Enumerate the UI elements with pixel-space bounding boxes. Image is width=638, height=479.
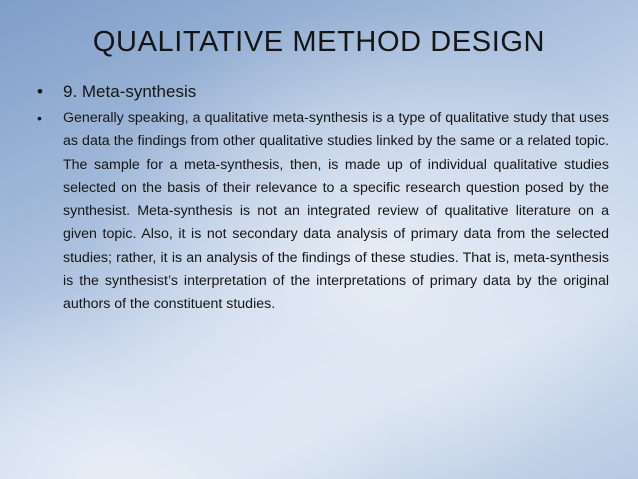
slide-title: QUALITATIVE METHOD DESIGN [92, 26, 546, 58]
bullet-heading-text: 9. Meta-synthesis [63, 82, 197, 101]
bullet-marker: • [37, 110, 42, 126]
bullet-paragraph-text: Generally speaking, a qualitative meta-synthesis is a type of qualitative study that uses as data the findings from other qualitative studies linked by the same or a related topic. The sample for a meta-synthesis, then, is made up of individual qualitative studies selected on the basis of their relevance to a specific research question posed by the synthesist. Meta-synthesis is not an integrated review of qualitative literature on a given topic. Also, it is not secondary data analysis of primary data from the selected studies; rather, it is an analysis of the findings of these studies. That is, meta-synthesis is the synthesist’s interpretation of the interpretations of primary data by the original authors of the constituent studies. [63, 110, 609, 313]
bullet-marker: • [37, 82, 43, 101]
